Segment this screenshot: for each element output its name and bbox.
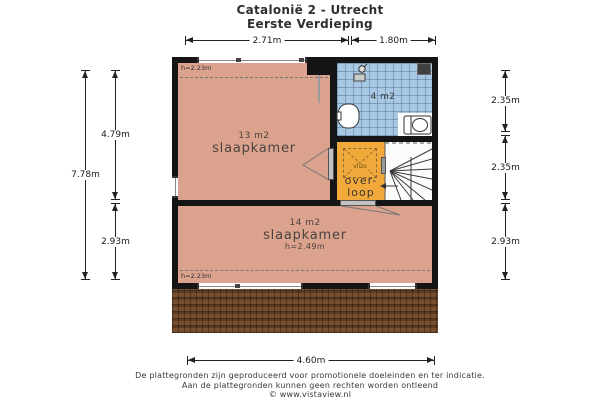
bedroom2-name: slaapkamer xyxy=(263,228,347,243)
dimension-top-left xyxy=(185,36,349,45)
title-floor: Eerste Verdieping xyxy=(247,17,373,31)
staircase-treads xyxy=(380,142,432,200)
footer-line2: Aan de plattegronden kunnen geen rechten worden ontleend xyxy=(181,380,439,390)
window-top xyxy=(197,57,307,63)
sink-icon xyxy=(337,104,359,128)
window-marker xyxy=(299,58,304,62)
bedroom1-area: 13 m2 xyxy=(238,131,270,141)
bedroom2-ceiling-height: h=2.49m xyxy=(284,242,326,251)
dimension-label: 2.93m xyxy=(488,237,523,247)
door-bedroom2 xyxy=(340,200,376,206)
window-bottom-right xyxy=(368,283,417,289)
dimension-left-total xyxy=(71,70,100,280)
bedroom2-area: 14 m2 xyxy=(289,218,321,228)
dimension-label: 2.35m xyxy=(488,96,523,106)
bedroom1-name: slaapkamer xyxy=(212,141,296,156)
roof-hatch xyxy=(172,289,438,333)
footer-line1: De plattegronden zijn geproduceerd voor promotionele doeleinden en ter indicatie. xyxy=(135,371,485,380)
dimension-right-upper xyxy=(491,70,520,132)
dimension-right-middle xyxy=(491,135,520,200)
landing-name-line2: loop xyxy=(347,185,375,199)
dimension-label: 7.78m xyxy=(68,170,103,180)
footer-copyright: © www.vistaview.nl xyxy=(268,390,352,399)
window-marker xyxy=(236,58,241,62)
window-left xyxy=(172,176,178,198)
window-marker xyxy=(235,284,240,288)
dimension-left-lower xyxy=(101,203,130,280)
attic-hatch-label: vlizo xyxy=(353,163,367,170)
dimension-label: 2.71m xyxy=(250,36,285,46)
dimension-label: 2.35m xyxy=(488,163,523,173)
dimension-top-right xyxy=(351,36,436,45)
label-landing xyxy=(337,175,385,198)
page-title xyxy=(5,3,600,31)
dimension-left-upper xyxy=(101,70,130,200)
landing-name-line1: over- xyxy=(344,174,378,187)
window-bottom-left xyxy=(197,283,303,289)
label-bedroom1 xyxy=(178,131,330,155)
shower-icon xyxy=(354,64,367,81)
dimension-bottom xyxy=(187,356,435,365)
dimension-label: 4.79m xyxy=(98,130,133,140)
label-bedroom2 xyxy=(178,218,432,252)
ceiling-height-note-bedroom2: h=2.23m xyxy=(181,272,212,280)
title-address: Catalonië 2 - Utrecht xyxy=(236,3,384,17)
stair-handrail xyxy=(381,157,386,174)
ceiling-height-note-bedroom1: h=2.23m xyxy=(181,64,212,72)
label-bathroom xyxy=(348,92,418,102)
toilet-icon xyxy=(404,116,431,134)
dimension-right-lower xyxy=(491,203,520,280)
dimension-label: 1.80m xyxy=(376,36,411,46)
footer-disclaimer xyxy=(5,371,600,400)
dimension-label: 4.60m xyxy=(294,356,329,366)
dimension-label: 2.93m xyxy=(98,237,133,247)
bathroom-area: 4 m2 xyxy=(370,92,396,102)
building-outline xyxy=(172,57,438,289)
